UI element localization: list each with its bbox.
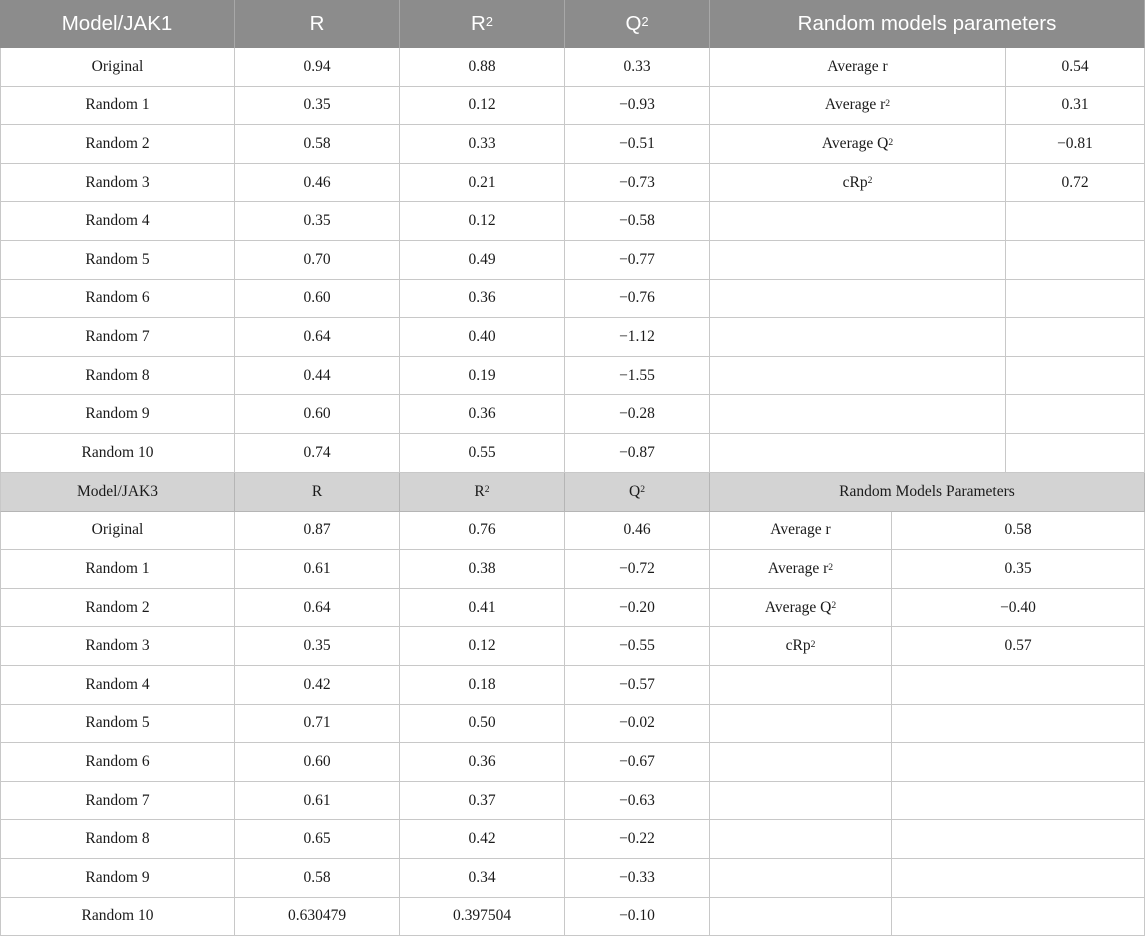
jak3-q2-cell (565, 820, 710, 859)
jak1-model-cell-text: Random 7 (85, 327, 150, 345)
jak3-r2-cell (400, 743, 565, 782)
jak1-model-cell (0, 48, 235, 87)
jak1-param-empty (710, 241, 1006, 280)
jak1-header-q-squared: Q $^2$ (565, 0, 710, 48)
jak1-model-cell (0, 87, 235, 126)
jak3-model-cell (0, 859, 235, 898)
jak1-r2-cell (400, 434, 565, 473)
jak1-param-label-text: Average r (827, 57, 888, 75)
jak1-header-r-text: R (309, 12, 325, 35)
jak3-q2-cell (565, 666, 710, 705)
jak3-q2-cell-text: −0.67 (619, 752, 655, 770)
jak3-r-cell (235, 705, 400, 744)
jak1-r2-cell-text: 0.21 (468, 173, 496, 191)
jak3-model-cell (0, 782, 235, 821)
jak1-table-row (0, 202, 1145, 241)
jak3-table-row (0, 512, 1145, 551)
jak1-r-cell (235, 125, 400, 164)
jak3-model-cell-text: Random 7 (85, 791, 150, 809)
jak3-header-r (235, 473, 400, 512)
jak3-param-label: cRp $^2$ (710, 627, 892, 666)
jak1-table-row (0, 241, 1145, 280)
jak1-header-r-squared-text: R (471, 12, 486, 35)
jak3-q2-cell-text: 0.46 (623, 521, 651, 539)
jak3-r-cell (235, 743, 400, 782)
jak3-table-row (0, 627, 1145, 666)
jak3-r-cell-text: 0.71 (303, 714, 331, 732)
jak3-param-empty (892, 859, 1145, 898)
jak1-r2-cell-text: 0.12 (468, 96, 496, 114)
jak1-r-cell (235, 280, 400, 319)
jak1-q2-cell (565, 125, 710, 164)
jak3-param-label-text: Average r (770, 521, 831, 539)
jak3-model-cell-text: Random 9 (85, 868, 150, 886)
jak3-q2-cell (565, 705, 710, 744)
jak3-q2-cell-text: −0.55 (619, 637, 655, 655)
jak3-r2-cell (400, 898, 565, 936)
jak3-q2-cell-text: −0.63 (619, 791, 655, 809)
jak3-model-cell-text: Random 10 (81, 907, 154, 925)
jak1-param-value (1006, 164, 1145, 203)
jak3-model-cell (0, 589, 235, 628)
jak1-param-value (1006, 48, 1145, 87)
jak1-param-label-text: Average r (824, 96, 886, 114)
jak1-param-empty (710, 318, 1006, 357)
jak1-q2-cell (565, 318, 710, 357)
jak1-header-model-text: Model/JAK1 (61, 12, 173, 35)
jak1-param-label-text: cRp (842, 173, 868, 191)
jak3-model-cell (0, 820, 235, 859)
jak1-param-empty (710, 280, 1006, 319)
jak3-table-row (0, 782, 1145, 821)
jak1-q2-cell-text: −0.73 (619, 173, 655, 191)
jak1-q2-cell-text: −0.77 (619, 250, 655, 268)
jak1-q2-cell (565, 357, 710, 396)
jak1-model-cell (0, 202, 235, 241)
jak1-param-value-text: 0.72 (1061, 173, 1089, 191)
jak3-param-label-text: cRp (785, 637, 811, 655)
jak3-table-row (0, 898, 1145, 936)
jak1-model-cell (0, 357, 235, 396)
jak1-param-label (710, 48, 1006, 87)
jak1-model-cell-text: Random 1 (85, 96, 150, 114)
jak1-r2-cell (400, 318, 565, 357)
jak3-header-params-title-text: Random Models Parameters (839, 482, 1015, 500)
jak3-param-value-text: −0.40 (1000, 598, 1036, 616)
jak3-r-cell (235, 666, 400, 705)
jak1-r2-cell-text: 0.36 (468, 289, 496, 307)
jak3-table-row (0, 705, 1145, 744)
jak3-header-model-text: Model/JAK3 (77, 482, 158, 500)
jak3-r2-cell (400, 820, 565, 859)
jak3-model-cell-text: Random 6 (85, 752, 150, 770)
jak1-param-empty (710, 395, 1006, 434)
jak3-header-row (0, 473, 1145, 512)
jak3-r-cell (235, 589, 400, 628)
jak1-r-cell (235, 241, 400, 280)
jak3-header-r-squared-text: R (474, 482, 485, 500)
jak1-q2-cell-text: −0.58 (619, 212, 655, 230)
jak1-header-params-title (710, 0, 1145, 48)
jak1-q2-cell-text: −0.51 (619, 134, 655, 152)
jak3-q2-cell-text: −0.10 (619, 907, 655, 925)
jak1-r2-cell-text: 0.40 (468, 327, 496, 345)
jak3-q2-cell (565, 589, 710, 628)
jak1-header-row (0, 0, 1145, 48)
jak3-model-cell-text: Random 2 (85, 598, 150, 616)
jak1-r-cell (235, 318, 400, 357)
jak3-q2-cell-text: −0.33 (619, 868, 655, 886)
jak1-q2-cell-text: 0.33 (623, 57, 651, 75)
jak3-model-cell-text: Random 3 (85, 637, 150, 655)
jak3-q2-cell (565, 743, 710, 782)
jak3-param-empty (892, 820, 1145, 859)
jak1-model-cell (0, 241, 235, 280)
jak1-q2-cell-text: −0.93 (619, 96, 655, 114)
jak1-param-label-text: Average Q (821, 134, 889, 152)
jak3-param-value (892, 627, 1145, 666)
jak1-r-cell (235, 164, 400, 203)
jak3-q2-cell (565, 898, 710, 936)
jak1-param-value (1006, 87, 1145, 126)
jak1-model-cell (0, 280, 235, 319)
jak1-param-empty (710, 202, 1006, 241)
jak1-r2-cell (400, 87, 565, 126)
jak1-param-value-text: −0.81 (1057, 134, 1093, 152)
jak3-q2-cell-text: −0.20 (619, 598, 655, 616)
jak1-r-cell-text: 0.35 (303, 212, 331, 230)
jak3-model-cell (0, 550, 235, 589)
jak3-r2-cell-text: 0.38 (468, 559, 496, 577)
jak1-param-empty (710, 357, 1006, 396)
jak3-table-row (0, 666, 1145, 705)
jak3-r-cell-text: 0.61 (303, 559, 331, 577)
jak3-model-cell (0, 898, 235, 936)
jak1-r-cell (235, 395, 400, 434)
jak3-param-value-text: 0.58 (1004, 521, 1032, 539)
jak3-param-empty (710, 820, 892, 859)
jak1-model-cell (0, 318, 235, 357)
jak3-q2-cell (565, 512, 710, 551)
jak1-r2-cell-text: 0.55 (468, 443, 496, 461)
jak3-r2-cell (400, 666, 565, 705)
jak1-r2-cell-text: 0.12 (468, 212, 496, 230)
jak3-r2-cell (400, 589, 565, 628)
jak3-q2-cell (565, 550, 710, 589)
jak1-r-cell-text: 0.44 (303, 366, 331, 384)
jak3-header-q-squared-text: Q (629, 482, 641, 500)
jak1-param-value (1006, 125, 1145, 164)
jak3-q2-cell (565, 859, 710, 898)
jak3-param-empty (710, 898, 892, 936)
jak1-r-cell (235, 202, 400, 241)
jak1-model-cell (0, 125, 235, 164)
jak3-header-q-squared: Q $^2$ (565, 473, 710, 512)
jak1-r-cell-text: 0.74 (303, 443, 331, 461)
jak3-param-label: Average r $^2$ (710, 550, 892, 589)
jak1-r-cell (235, 87, 400, 126)
jak3-r-cell-text: 0.65 (303, 830, 331, 848)
jak3-r-cell-text: 0.64 (303, 598, 331, 616)
jak3-r-cell-text: 0.58 (303, 868, 331, 886)
jak1-param-empty (1006, 202, 1145, 241)
jak1-q2-cell (565, 48, 710, 87)
jak3-r-cell (235, 512, 400, 551)
jak3-param-value (892, 512, 1145, 551)
jak1-table-row (0, 395, 1145, 434)
jak1-r-cell-text: 0.60 (303, 405, 331, 423)
jak1-model-cell-text: Random 9 (85, 405, 150, 423)
jak3-model-cell-text: Random 1 (85, 559, 150, 577)
jak3-r-cell-text: 0.87 (303, 521, 331, 539)
jak1-table-row (0, 357, 1145, 396)
jak3-r2-cell (400, 550, 565, 589)
jak1-param-empty (1006, 280, 1145, 319)
jak3-r-cell (235, 550, 400, 589)
jak1-q2-cell (565, 202, 710, 241)
jak1-r-cell-text: 0.46 (303, 173, 331, 191)
jak3-param-value (892, 589, 1145, 628)
jak3-r2-cell-text: 0.36 (468, 752, 496, 770)
jak1-table-row (0, 125, 1145, 164)
jak3-r-cell (235, 627, 400, 666)
jak3-model-cell-text: Random 8 (85, 830, 150, 848)
jak3-r2-cell-text: 0.37 (468, 791, 496, 809)
jak1-r2-cell-text: 0.49 (468, 250, 496, 268)
jak3-model-cell (0, 743, 235, 782)
jak3-table-row (0, 743, 1145, 782)
jak3-param-empty (710, 782, 892, 821)
jak1-q2-cell (565, 280, 710, 319)
jak3-param-empty (892, 743, 1145, 782)
jak3-q2-cell-text: −0.57 (619, 675, 655, 693)
jak1-r-cell-text: 0.94 (303, 57, 331, 75)
jak3-table-row (0, 589, 1145, 628)
jak3-r2-cell-text: 0.41 (468, 598, 496, 616)
jak1-q2-cell-text: −1.55 (619, 366, 655, 384)
jak3-param-empty (710, 666, 892, 705)
jak1-model-cell-text: Random 4 (85, 212, 150, 230)
jak1-model-cell-text: Random 8 (85, 366, 150, 384)
jak1-r2-cell (400, 395, 565, 434)
jak3-r-cell (235, 782, 400, 821)
jak1-model-cell-text: Random 6 (85, 289, 150, 307)
jak1-param-empty (1006, 357, 1145, 396)
jak1-r2-cell (400, 125, 565, 164)
jak1-table-row (0, 318, 1145, 357)
jak3-model-cell (0, 627, 235, 666)
jak1-param-value-text: 0.54 (1061, 57, 1089, 75)
jak1-model-cell-text: Original (91, 57, 144, 75)
jak1-header-r-squared: R $^2$ (400, 0, 565, 48)
jak3-param-value-text: 0.57 (1004, 637, 1032, 655)
jak3-r2-cell-text: 0.50 (468, 714, 496, 732)
jak3-r2-cell (400, 705, 565, 744)
jak1-r-cell-text: 0.35 (303, 96, 331, 114)
jak1-q2-cell (565, 241, 710, 280)
jak1-param-label: cRp $^2$ (710, 164, 1006, 203)
jak3-r2-cell-text: 0.76 (468, 521, 496, 539)
jak1-model-cell-text: Random 5 (85, 250, 150, 268)
jak1-param-label: Average r $^2$ (710, 87, 1006, 126)
jak1-model-cell-text: Random 3 (85, 173, 150, 191)
jak1-r-cell-text: 0.70 (303, 250, 331, 268)
jak3-param-empty (892, 705, 1145, 744)
jak3-r2-cell-text: 0.34 (468, 868, 496, 886)
jak1-r2-cell (400, 241, 565, 280)
jak3-table-row (0, 820, 1145, 859)
jak3-r-cell (235, 859, 400, 898)
jak1-r-cell-text: 0.58 (303, 134, 331, 152)
jak3-r-cell-text: 0.35 (303, 637, 331, 655)
jak1-table-row (0, 280, 1145, 319)
jak3-r2-cell (400, 859, 565, 898)
jak1-r-cell-text: 0.60 (303, 289, 331, 307)
jak3-param-label: Average Q $^2$ (710, 589, 892, 628)
jak1-param-value-text: 0.31 (1061, 96, 1089, 114)
jak3-model-cell (0, 666, 235, 705)
jak3-param-label-text: Average Q (764, 598, 832, 616)
jak3-q2-cell (565, 627, 710, 666)
jak1-r-cell (235, 357, 400, 396)
jak1-table-row (0, 434, 1145, 473)
jak3-r2-cell-text: 0.18 (468, 675, 496, 693)
jak1-r-cell (235, 434, 400, 473)
jak3-r2-cell (400, 512, 565, 551)
jak3-r2-cell (400, 627, 565, 666)
jak1-q2-cell (565, 434, 710, 473)
jak3-param-empty (710, 859, 892, 898)
jak3-model-cell-text: Random 5 (85, 714, 150, 732)
jak1-q2-cell-text: −0.76 (619, 289, 655, 307)
jak3-r2-cell-text: 0.12 (468, 637, 496, 655)
jak3-model-cell-text: Original (91, 521, 144, 539)
jak3-header-model (0, 473, 235, 512)
jak3-q2-cell (565, 782, 710, 821)
jak1-table-row (0, 164, 1145, 203)
jak1-r2-cell (400, 280, 565, 319)
jak1-q2-cell (565, 164, 710, 203)
jak3-param-label (710, 512, 892, 551)
jak1-q2-cell-text: −0.87 (619, 443, 655, 461)
jak3-r-cell (235, 820, 400, 859)
jak3-r-cell-text: 0.61 (303, 791, 331, 809)
jak3-param-empty (892, 898, 1145, 936)
jak1-model-cell (0, 434, 235, 473)
jak3-q2-cell-text: −0.02 (619, 714, 655, 732)
jak3-header-r-text: R (311, 482, 323, 500)
jak1-model-cell (0, 395, 235, 434)
jak3-r2-cell-text: 0.397504 (452, 907, 512, 925)
jak1-q2-cell (565, 395, 710, 434)
jak1-q2-cell (565, 87, 710, 126)
jak1-r2-cell-text: 0.33 (468, 134, 496, 152)
jak1-model-cell-text: Random 10 (81, 443, 154, 461)
jak1-r-cell (235, 48, 400, 87)
jak3-header-params-title (710, 473, 1145, 512)
jak1-r2-cell-text: 0.19 (468, 366, 496, 384)
jak3-r-cell (235, 898, 400, 936)
jak1-header-params-title-text: Random models parameters (797, 12, 1057, 35)
jak3-table-row (0, 550, 1145, 589)
jak3-model-cell (0, 705, 235, 744)
jak1-header-model (0, 0, 235, 48)
jak1-param-empty (1006, 318, 1145, 357)
jak1-model-cell (0, 164, 235, 203)
jak3-model-cell-text: Random 4 (85, 675, 150, 693)
jak3-param-empty (892, 666, 1145, 705)
jak3-param-empty (710, 743, 892, 782)
jak3-r2-cell-text: 0.42 (468, 830, 496, 848)
jak3-param-label-text: Average r (767, 559, 829, 577)
jak1-q2-cell-text: −0.28 (619, 405, 655, 423)
jak1-r2-cell-text: 0.36 (468, 405, 496, 423)
jak1-model-cell-text: Random 2 (85, 134, 150, 152)
jak1-param-empty (1006, 395, 1145, 434)
jak3-q2-cell-text: −0.72 (619, 559, 655, 577)
jak3-r-cell-text: 0.60 (303, 752, 331, 770)
jak3-r-cell-text: 0.630479 (287, 907, 347, 925)
jak3-r2-cell (400, 782, 565, 821)
jak3-param-empty (710, 705, 892, 744)
jak1-r2-cell (400, 357, 565, 396)
jak1-r-cell-text: 0.64 (303, 327, 331, 345)
jak1-r2-cell (400, 202, 565, 241)
jak1-r2-cell (400, 48, 565, 87)
jak1-param-empty (1006, 241, 1145, 280)
jak3-param-empty (892, 782, 1145, 821)
jak1-header-q-squared-text: Q (625, 12, 642, 35)
jak1-header-r (235, 0, 400, 48)
jak1-param-empty (710, 434, 1006, 473)
jak1-r2-cell-text: 0.88 (468, 57, 496, 75)
jak1-table-row (0, 87, 1145, 126)
jak3-param-value-text: 0.35 (1004, 559, 1032, 577)
jak3-table-row (0, 859, 1145, 898)
jak1-table-row (0, 48, 1145, 87)
jak3-header-r-squared: R $^2$ (400, 473, 565, 512)
jak1-param-empty (1006, 434, 1145, 473)
jak1-param-label: Average Q $^2$ (710, 125, 1006, 164)
jak3-model-cell (0, 512, 235, 551)
jak3-param-value (892, 550, 1145, 589)
jak3-r-cell-text: 0.42 (303, 675, 331, 693)
jak1-r2-cell (400, 164, 565, 203)
jak3-q2-cell-text: −0.22 (619, 830, 655, 848)
jak1-q2-cell-text: −1.12 (619, 327, 655, 345)
